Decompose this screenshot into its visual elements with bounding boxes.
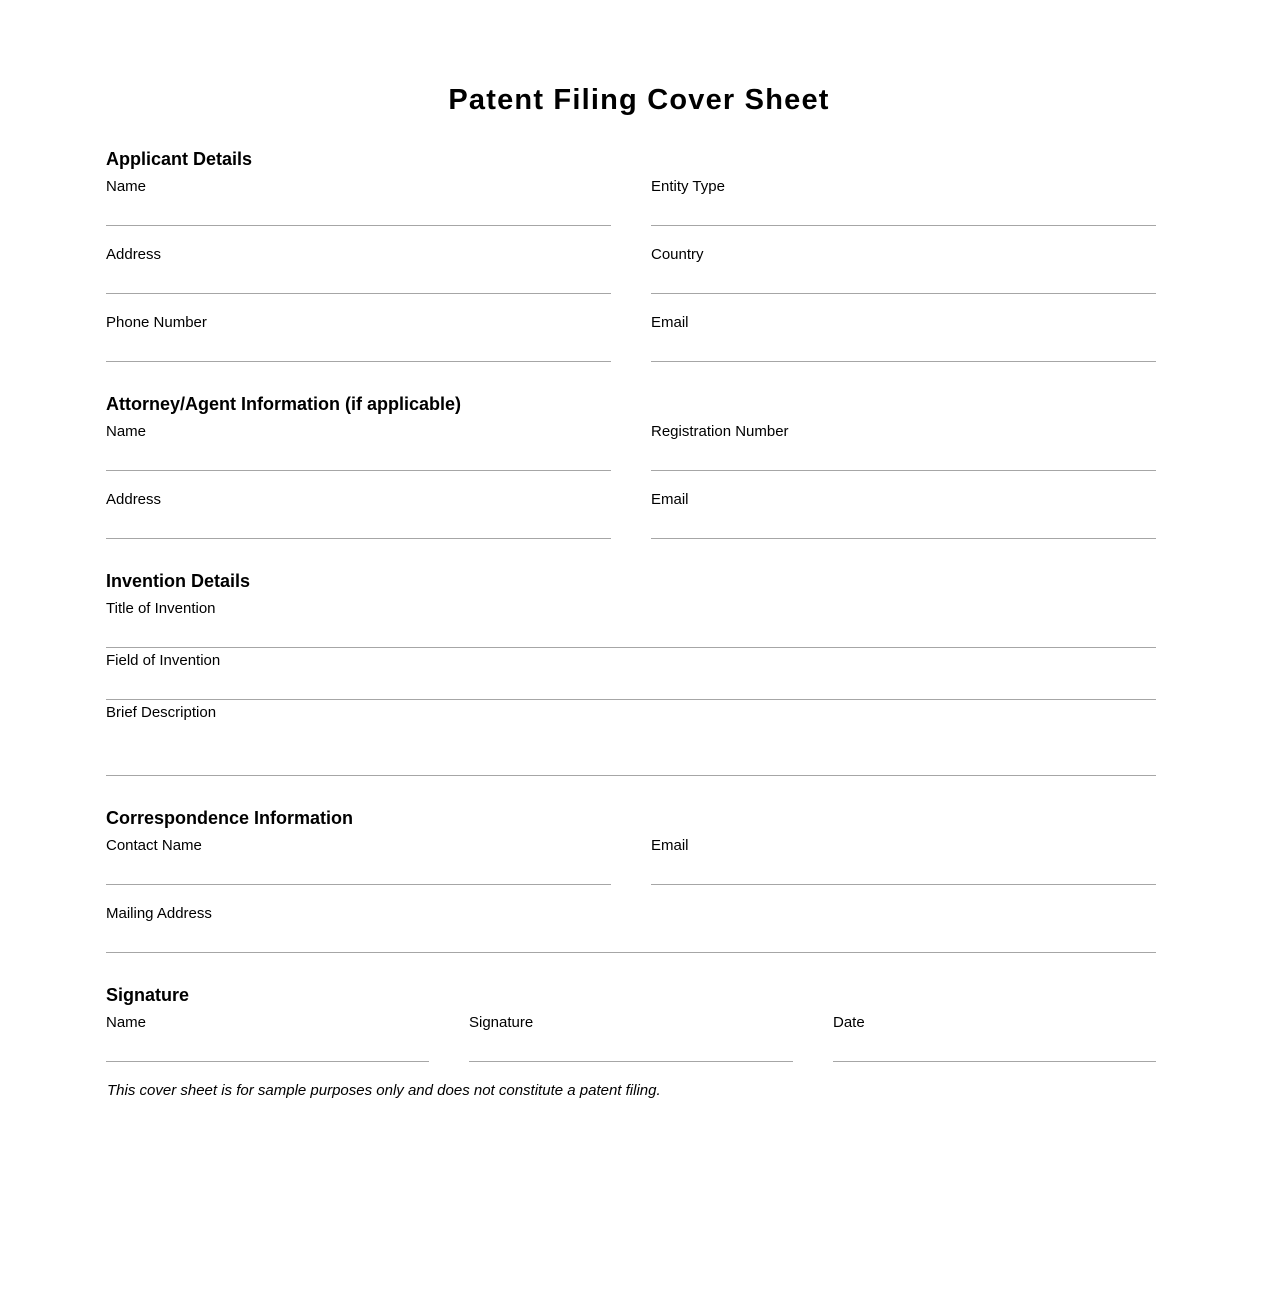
attorney-section-heading: Attorney/Agent Information (if applicable) bbox=[106, 394, 462, 414]
applicant-country-field[interactable] bbox=[651, 246, 1156, 294]
correspondence-mailing-address-field[interactable] bbox=[106, 905, 1156, 953]
signature-signature-label: Signature bbox=[469, 1014, 534, 1031]
attorney-registration-field[interactable] bbox=[651, 423, 1156, 471]
invention-field-field[interactable] bbox=[106, 652, 1156, 700]
correspondence-mailing-address-label: Mailing Address bbox=[106, 905, 212, 922]
applicant-address-label: Address bbox=[106, 246, 162, 263]
attorney-address-line bbox=[106, 538, 611, 539]
page-title: Patent Filing Cover Sheet bbox=[448, 84, 830, 116]
attorney-registration-label: Registration Number bbox=[651, 423, 789, 440]
attorney-email-line bbox=[651, 538, 1156, 539]
attorney-email-field[interactable] bbox=[651, 491, 1156, 539]
correspondence-section-heading: Correspondence Information bbox=[106, 808, 354, 828]
attorney-address-label: Address bbox=[106, 491, 162, 508]
applicant-entity-type-line bbox=[651, 225, 1156, 226]
applicant-email-field[interactable] bbox=[651, 314, 1156, 362]
invention-title-line bbox=[106, 647, 1156, 648]
correspondence-email-field[interactable] bbox=[651, 837, 1156, 885]
signature-name-field[interactable] bbox=[106, 1014, 429, 1062]
attorney-address-field[interactable] bbox=[106, 491, 611, 539]
attorney-email-label: Email bbox=[651, 491, 689, 508]
signature-section-heading: Signature bbox=[106, 985, 190, 1005]
invention-section-heading: Invention Details bbox=[106, 571, 251, 591]
attorney-name-label: Name bbox=[106, 423, 147, 440]
signature-name-label: Name bbox=[106, 1014, 147, 1031]
invention-description-label: Brief Description bbox=[106, 704, 217, 721]
correspondence-contact-name-line bbox=[106, 884, 611, 885]
correspondence-email-line bbox=[651, 884, 1156, 885]
applicant-name-line bbox=[106, 225, 611, 226]
applicant-address-line bbox=[106, 293, 611, 294]
invention-field-line bbox=[106, 699, 1156, 700]
applicant-email-line bbox=[651, 361, 1156, 362]
applicant-section-heading: Applicant Details bbox=[106, 149, 253, 169]
signature-date-line bbox=[833, 1061, 1156, 1062]
signature-date-label: Date bbox=[833, 1014, 865, 1031]
invention-description-field[interactable] bbox=[106, 704, 1156, 776]
attorney-name-line bbox=[106, 470, 611, 471]
correspondence-contact-name-label: Contact Name bbox=[106, 837, 202, 854]
signature-signature-line bbox=[469, 1061, 793, 1062]
applicant-name-label: Name bbox=[106, 178, 147, 195]
applicant-address-field[interactable] bbox=[106, 246, 611, 294]
applicant-entity-type-label: Entity Type bbox=[651, 178, 725, 195]
applicant-entity-type-field[interactable] bbox=[651, 178, 1156, 226]
signature-signature-field[interactable] bbox=[469, 1014, 793, 1062]
applicant-email-label: Email bbox=[651, 314, 689, 331]
applicant-phone-label: Phone Number bbox=[106, 314, 207, 331]
applicant-phone-field[interactable] bbox=[106, 314, 611, 362]
correspondence-mailing-address-line bbox=[106, 952, 1156, 953]
attorney-name-field[interactable] bbox=[106, 423, 611, 471]
correspondence-contact-name-field[interactable] bbox=[106, 837, 611, 885]
applicant-country-label: Country bbox=[651, 246, 704, 263]
applicant-country-line bbox=[651, 293, 1156, 294]
invention-description-line bbox=[106, 775, 1156, 776]
disclaimer-text: This cover sheet is for sample purposes only and does not constitute a patent filing. bbox=[107, 1082, 661, 1099]
correspondence-email-label: Email bbox=[651, 837, 689, 854]
signature-date-field[interactable] bbox=[833, 1014, 1156, 1062]
invention-title-label: Title of Invention bbox=[106, 600, 216, 617]
applicant-phone-line bbox=[106, 361, 611, 362]
applicant-name-field[interactable] bbox=[106, 178, 611, 226]
invention-title-field[interactable] bbox=[106, 600, 1156, 648]
attorney-registration-line bbox=[651, 470, 1156, 471]
invention-field-label: Field of Invention bbox=[106, 652, 221, 669]
signature-name-line bbox=[106, 1061, 429, 1062]
